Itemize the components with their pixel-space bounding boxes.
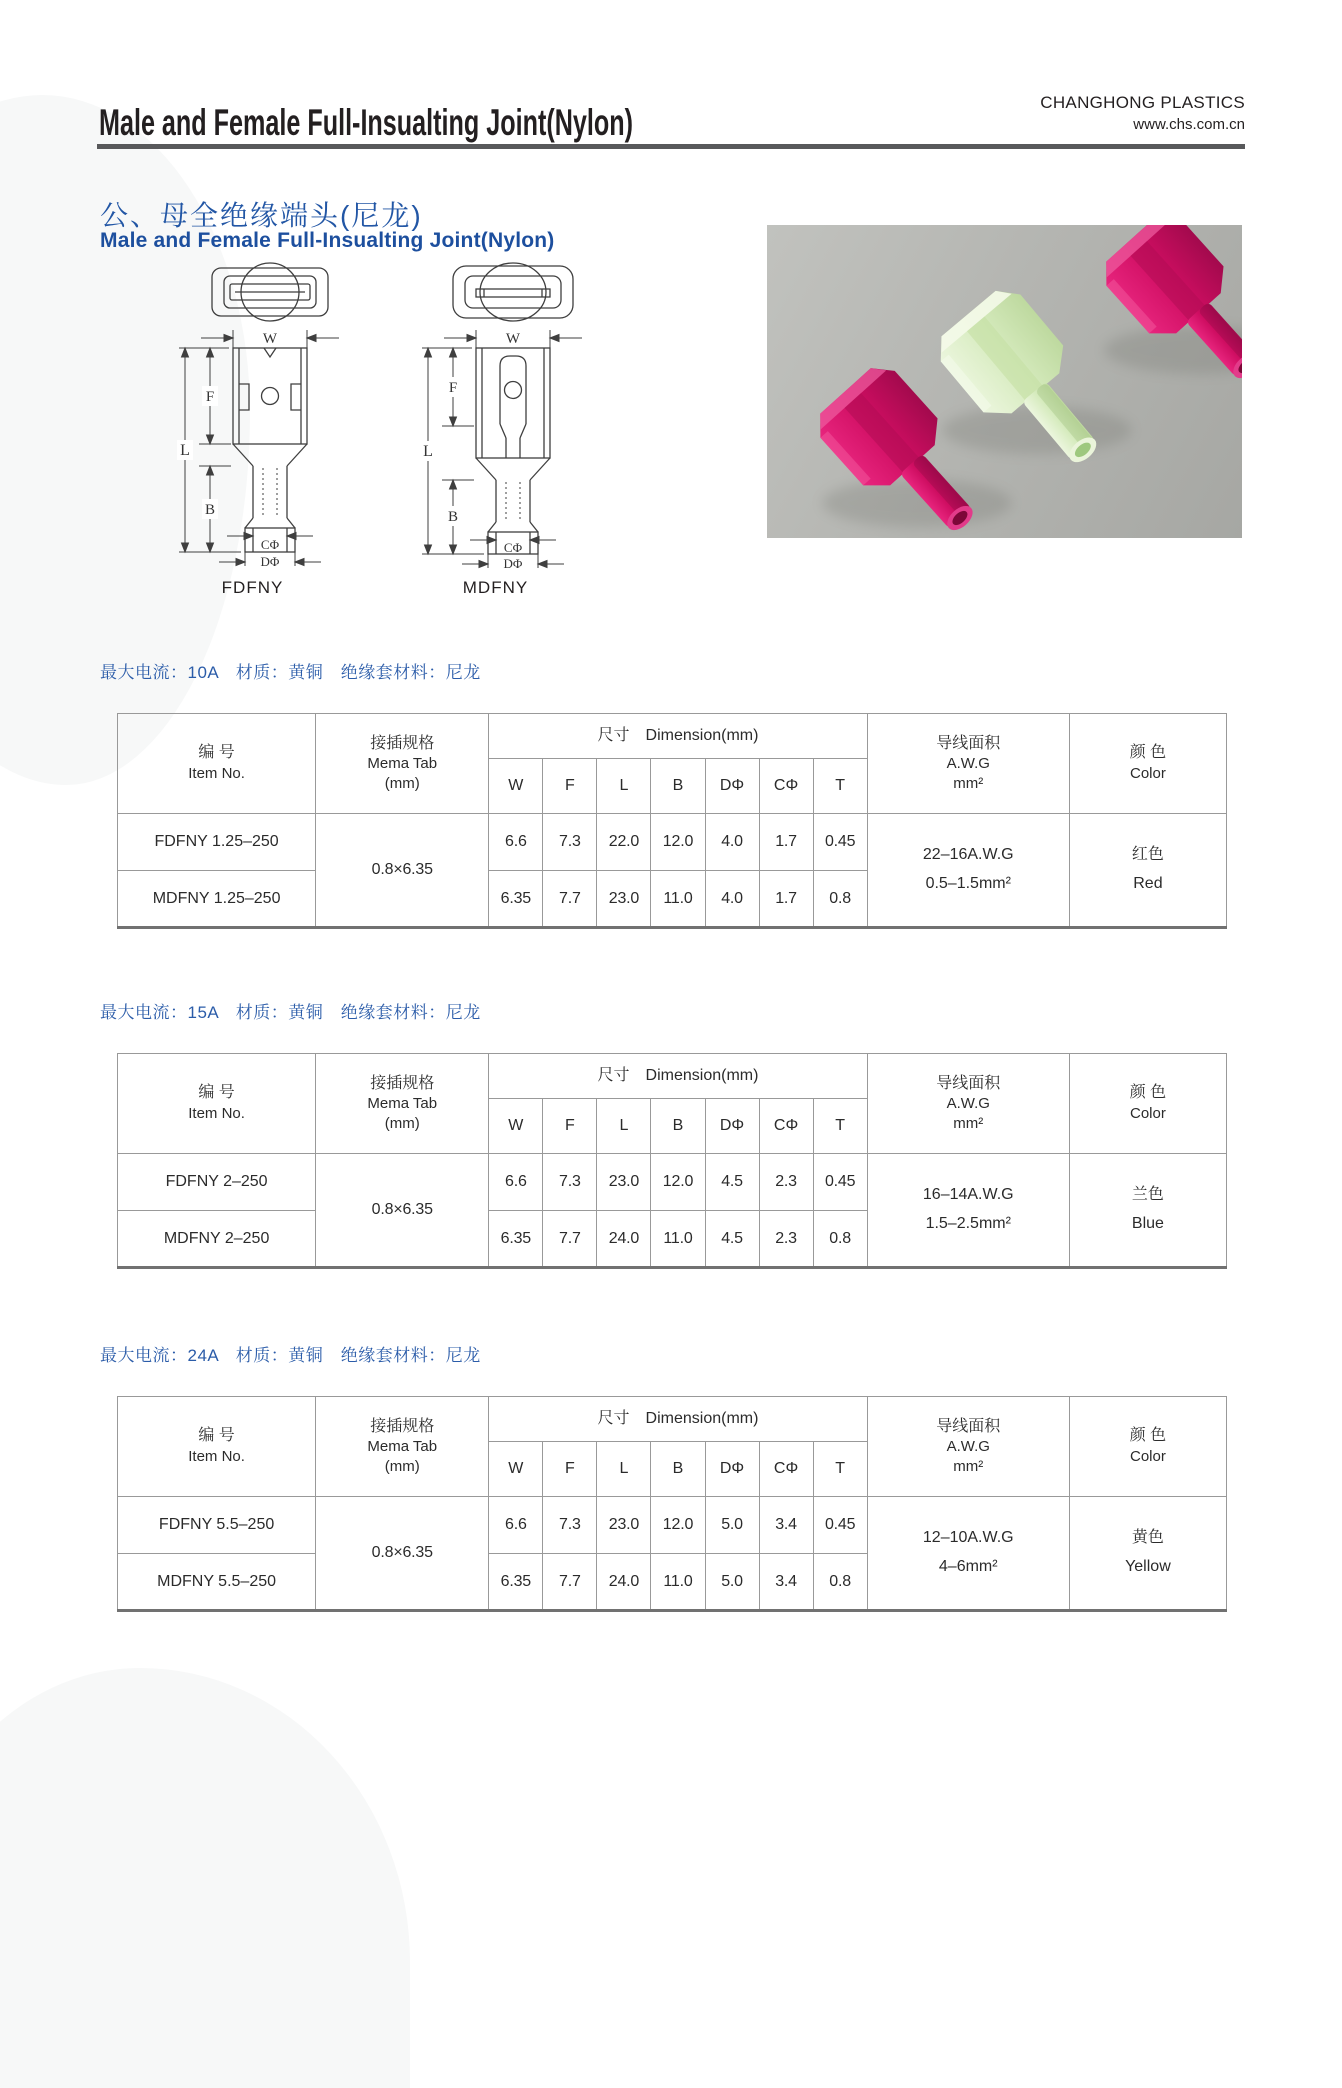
header-mema-tab: 接插规格 Mema Tab (mm) xyxy=(316,714,489,814)
fdfny-diagram xyxy=(155,256,350,571)
dim-label-w: W xyxy=(262,331,278,347)
table-row: FDFNY 2–250 0.8×6.35 6.6 7.3 23.0 12.0 4.5 2.3 0.45 16–14A.W.G 1.5–2.5mm² 兰色 Blue xyxy=(118,1154,1227,1211)
company-block xyxy=(1040,93,1245,133)
spec-table-15a xyxy=(117,1053,1227,1269)
dim-label-f: F xyxy=(448,380,458,396)
header-dim-l: L xyxy=(597,1442,651,1497)
header-dim-t: T xyxy=(813,1442,867,1497)
product-photo xyxy=(767,225,1242,538)
dim-label-w: W xyxy=(505,331,521,347)
product-title-zh: 公、母全绝缘端头(尼龙) xyxy=(100,200,423,231)
item-no: FDFNY 2–250 xyxy=(118,1154,316,1211)
connector-green xyxy=(929,280,1129,490)
item-no: FDFNY 5.5–250 xyxy=(118,1497,316,1554)
header-color: 颜 色 Color xyxy=(1069,714,1226,814)
header-dim-w: W xyxy=(489,759,543,814)
mdfny-diagram xyxy=(398,256,593,571)
table-row: MDFNY 2–250 6.35 7.7 24.0 11.0 4.5 2.3 0.8 xyxy=(118,1211,1227,1268)
header-dim-f: F xyxy=(543,1099,597,1154)
section-label-24a: 最大电流：24A 材质：黄铜 绝缘套材料：尼龙 xyxy=(100,1346,481,1365)
connector-red-2 xyxy=(1094,225,1242,406)
item-no: MDFNY 1.25–250 xyxy=(118,871,316,928)
company-name: CHANGHONG PLASTICS xyxy=(1040,93,1245,112)
header-dimension: 尺寸 Dimension(mm) xyxy=(489,1054,867,1099)
dim-label-l: L xyxy=(180,442,190,459)
item-no: FDFNY 1.25–250 xyxy=(118,814,316,871)
table-row: MDFNY 1.25–250 6.35 7.7 23.0 11.0 4.0 1.7 0.8 xyxy=(118,871,1227,928)
dim-label-b: B xyxy=(204,502,216,518)
dim-label-b: B xyxy=(447,509,459,525)
header-dim-dphi: DΦ xyxy=(705,1442,759,1497)
header-item: 编 号 Item No. xyxy=(118,1397,316,1497)
section-label-15a: 最大电流：15A 材质：黄铜 绝缘套材料：尼龙 xyxy=(100,1003,481,1022)
header-dim-w: W xyxy=(489,1442,543,1497)
header-mema-tab: 接插规格 Mema Tab (mm) xyxy=(316,1397,489,1497)
header-divider xyxy=(97,144,1245,149)
table-row: FDFNY 5.5–250 0.8×6.35 6.6 7.3 23.0 12.0 5.0 3.4 0.45 12–10A.W.G 4–6mm² 黄色 Yellow xyxy=(118,1497,1227,1554)
header-dim-f: F xyxy=(543,1442,597,1497)
header-awg: 导线面积 A.W.G mm² xyxy=(867,1054,1069,1154)
dim-label-f: F xyxy=(205,389,215,405)
section-label-10a: 最大电流：10A 材质：黄铜 绝缘套材料：尼龙 xyxy=(100,663,481,682)
table-row: MDFNY 5.5–250 6.35 7.7 24.0 11.0 5.0 3.4 0.8 xyxy=(118,1554,1227,1611)
dim-label-d: DΦ xyxy=(503,556,523,571)
dim-label-l: L xyxy=(423,443,433,460)
color-value: 红色 Red xyxy=(1069,814,1226,928)
table-row: FDFNY 1.25–250 0.8×6.35 6.6 7.3 22.0 12.0 4.0 1.7 0.45 22–16A.W.G 0.5–1.5mm² 红色 Red xyxy=(118,814,1227,871)
header-dim-f: F xyxy=(543,759,597,814)
watermark-shape-bottom xyxy=(0,1668,410,2088)
header-color: 颜 色 Color xyxy=(1069,1054,1226,1154)
mema-tab-value: 0.8×6.35 xyxy=(316,1154,489,1268)
header-dim-b: B xyxy=(651,1099,705,1154)
company-website: www.chs.com.cn xyxy=(1133,116,1245,133)
photo-connectors xyxy=(767,225,1242,538)
dim-label-c: CΦ xyxy=(260,537,280,552)
header-dim-t: T xyxy=(813,759,867,814)
product-title-en: Male and Female Full-Insualting Joint(Nylon) xyxy=(100,229,555,252)
header-dim-t: T xyxy=(813,1099,867,1154)
color-value: 黄色 Yellow xyxy=(1069,1497,1226,1611)
mema-tab-value: 0.8×6.35 xyxy=(316,1497,489,1611)
header-dim-cphi: CΦ xyxy=(759,1099,813,1154)
item-no: MDFNY 5.5–250 xyxy=(118,1554,316,1611)
header-mema-tab: 接插规格 Mema Tab (mm) xyxy=(316,1054,489,1154)
mema-tab-value: 0.8×6.35 xyxy=(316,814,489,928)
header-dim-cphi: CΦ xyxy=(759,1442,813,1497)
spec-table-10a xyxy=(117,713,1227,929)
color-value: 兰色 Blue xyxy=(1069,1154,1226,1268)
dim-label-d: DΦ xyxy=(260,554,280,569)
page-title: Male and Female Full-Insualting Joint(Nylon) xyxy=(99,102,633,143)
header-dim-dphi: DΦ xyxy=(705,1099,759,1154)
header-dim-b: B xyxy=(651,1442,705,1497)
header-dim-cphi: CΦ xyxy=(759,759,813,814)
header-dimension: 尺寸 Dimension(mm) xyxy=(489,1397,867,1442)
awg-value: 12–10A.W.G 4–6mm² xyxy=(867,1497,1069,1611)
spec-table-24a xyxy=(117,1396,1227,1612)
header-item: 编 号 Item No. xyxy=(118,714,316,814)
dim-label-c: CΦ xyxy=(503,540,523,555)
header-dim-dphi: DΦ xyxy=(705,759,759,814)
item-no: MDFNY 2–250 xyxy=(118,1211,316,1268)
header-dim-w: W xyxy=(489,1099,543,1154)
header-dim-l: L xyxy=(597,1099,651,1154)
mdfny-label: MDFNY xyxy=(462,578,529,597)
header-item: 编 号 Item No. xyxy=(118,1054,316,1154)
awg-value: 22–16A.W.G 0.5–1.5mm² xyxy=(867,814,1069,928)
header-color: 颜 色 Color xyxy=(1069,1397,1226,1497)
fdfny-label: FDFNY xyxy=(221,578,284,597)
header-dim-b: B xyxy=(651,759,705,814)
header-awg: 导线面积 A.W.G mm² xyxy=(867,714,1069,814)
header-dimension: 尺寸 Dimension(mm) xyxy=(489,714,867,759)
header-awg: 导线面积 A.W.G mm² xyxy=(867,1397,1069,1497)
awg-value: 16–14A.W.G 1.5–2.5mm² xyxy=(867,1154,1069,1268)
header-dim-l: L xyxy=(597,759,651,814)
